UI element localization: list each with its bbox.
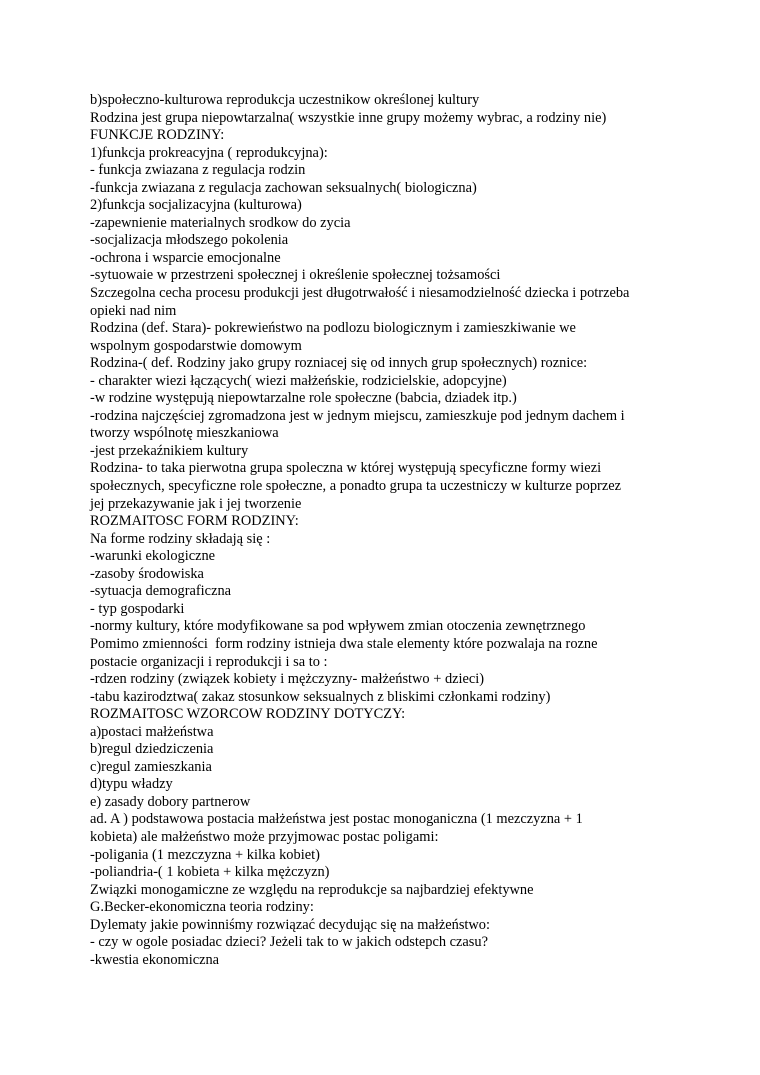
text-line: -zapewnienie materialnych srodkow do zycia <box>90 214 351 231</box>
text-line: Dylematy jakie powinniśmy rozwiązać decydując się na małżeństwo: <box>90 916 491 933</box>
text-line: -rdzen rodziny (związek kobiety i mężczyzny- małżeństwo + dzieci) <box>90 671 485 688</box>
text-line: Na forme rodziny składają się : <box>90 530 271 547</box>
text-line: - typ gospodarki <box>90 600 185 617</box>
text-line: postacie organizacji i reprodukcji i sa to : <box>90 653 328 670</box>
text-line: Rodzina-( def. Rodziny jako grupy rozniacej się od innych grup społecznych) roznice: <box>90 355 588 372</box>
text-line: e) zasady dobory partnerow <box>90 793 251 810</box>
text-line: a)postaci małżeństwa <box>90 723 214 740</box>
text-line: -sytuowaie w przestrzeni społecznej i określenie społecznej tożsamości <box>90 267 501 284</box>
document-page <box>90 92 680 969</box>
text-line: -poliandria-( 1 kobieta + kilka mężczyzn) <box>90 864 330 881</box>
section-heading: ROZMAITOSC WZORCOW RODZINY DOTYCZY: <box>90 706 406 723</box>
text-line: Szczegolna cecha procesu produkcji jest długotrwałość i niesamodzielność dziecka i potrzeba <box>90 285 630 302</box>
text-line: Rodzina jest grupa niepowtarzalna( wszystkie inne grupy możemy wybrac, a rodziny nie) <box>90 109 607 126</box>
text-line: -kwestia ekonomiczna <box>90 951 220 968</box>
text-line: -w rodzine występują niepowtarzalne role społeczne (babcia, dziadek itp.) <box>90 390 517 407</box>
text-line: -jest przekaźnikiem kultury <box>90 442 249 459</box>
text-line: wspolnym gospodarstwie domowym <box>90 337 302 354</box>
text-line: b)społeczno-kulturowa reprodukcja uczestnikow określonej kultury <box>90 92 480 108</box>
text-line: -poligania (1 mezczyzna + kilka kobiet) <box>90 846 320 863</box>
text-line: kobieta) ale małżeństwo może przyjmowac postac poligami: <box>90 828 439 845</box>
text-line: -tabu kazirodztwa( zakaz stosunkow seksualnych z bliskimi członkami rodziny) <box>90 688 551 705</box>
text-line: -normy kultury, które modyfikowane sa pod wpływem zmian otoczenia zewnętrznego <box>90 618 586 635</box>
text-line: c)regul zamieszkania <box>90 758 212 775</box>
text-line: tworzy wspólnotę mieszkaniowa <box>90 425 279 442</box>
text-line: ad. A ) podstawowa postacia małżeństwa jest postac monoganiczna (1 mezczyzna + 1 <box>90 811 583 828</box>
text-line: społecznych, specyficzne role społeczne, a ponadto grupa ta uczestniczy w kulturze poprzez <box>90 478 622 495</box>
text-line: - funkcja zwiazana z regulacja rodzin <box>90 162 306 179</box>
text-line: Pomimo zmienności form rodziny istnieja dwa stale elementy które pozwalaja na rozne <box>90 635 598 652</box>
text-line: opieki nad nim <box>90 302 177 319</box>
text-line: -ochrona i wsparcie emocjonalne <box>90 249 281 266</box>
text-line: -sytuacja demograficzna <box>90 583 232 600</box>
text-line: d)typu władzy <box>90 776 173 793</box>
text-line: 2)funkcja socjalizacyjna (kulturowa) <box>90 197 302 214</box>
text-line: -warunki ekologiczne <box>90 548 216 565</box>
text-line: Rodzina (def. Stara)- pokrewieństwo na podlozu biologicznym i zamieszkiwanie we <box>90 320 576 337</box>
text-line: -rodzina najczęściej zgromadzona jest w jednym miejscu, zamieszkuje pod jednym dachem i <box>90 407 625 424</box>
text-line: Rodzina- to taka pierwotna grupa spoleczna w której występują specyficzne formy wiezi <box>90 460 602 477</box>
text-line: -zasoby środowiska <box>90 565 204 582</box>
text-line: jej przekazywanie jak i jej tworzenie <box>90 495 302 512</box>
text-line: 1)funkcja prokreacyjna ( reprodukcyjna): <box>90 144 328 161</box>
text-line: - charakter wiezi łączących( wiezi małżeńskie, rodzicielskie, adopcyjne) <box>90 372 507 389</box>
text-line: b)regul dziedziczenia <box>90 741 214 758</box>
section-heading: FUNKCJE RODZINY: <box>90 127 225 144</box>
text-line: -funkcja zwiazana z regulacja zachowan seksualnych( biologiczna) <box>90 179 477 196</box>
text-line: Związki monogamiczne ze względu na reprodukcje sa najbardziej efektywne <box>90 881 534 898</box>
section-heading: ROZMAITOSC FORM RODZINY: <box>90 513 299 530</box>
text-line: -socjalizacja młodszego pokolenia <box>90 232 289 249</box>
text-line: - czy w ogole posiadac dzieci? Jeżeli tak to w jakich odstepch czasu? <box>90 934 488 951</box>
text-line: G.Becker-ekonomiczna teoria rodziny: <box>90 899 314 916</box>
